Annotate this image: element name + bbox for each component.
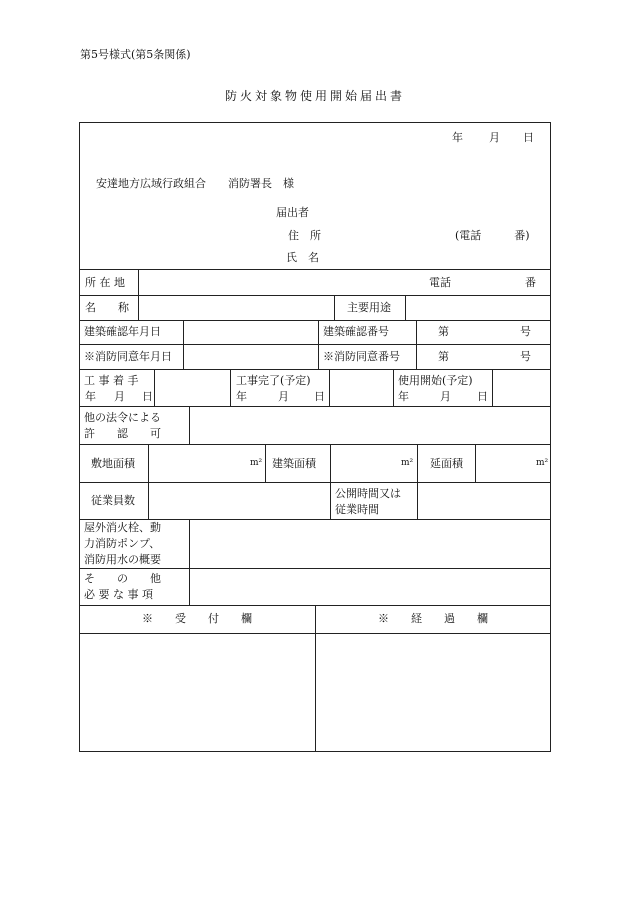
employees-label: 従業員数 <box>91 494 135 507</box>
month-label: 月 <box>489 131 500 144</box>
row-divider <box>79 369 551 370</box>
location-phone-suffix: 番 <box>525 276 536 289</box>
row-divider <box>79 482 551 483</box>
number-prefix: 第 <box>438 325 449 338</box>
use-start-label: 使用開始(予定) <box>398 374 473 387</box>
notifier-label: 届出者 <box>276 206 309 219</box>
location-label: 所 在 地 <box>85 276 125 289</box>
number-suffix: 号 <box>520 325 531 338</box>
column-divider <box>393 369 394 406</box>
floor-area-unit: m² <box>536 458 549 468</box>
year-label: 年 <box>452 131 463 144</box>
column-divider <box>417 444 418 519</box>
ymd-year-label: 年 <box>236 390 247 403</box>
hours-label-2: 従業時間 <box>335 503 379 516</box>
building-confirm-number-label: 建築確認番号 <box>323 325 389 338</box>
ymd-year-label: 年 <box>398 390 409 403</box>
phone-label: (電話 番) <box>455 229 530 242</box>
column-divider <box>315 605 316 752</box>
site-area-unit: m² <box>250 458 263 468</box>
day-label: 日 <box>523 131 534 144</box>
row-divider <box>79 519 551 520</box>
column-divider <box>318 320 319 369</box>
ymd-month-label: 月 <box>440 390 451 403</box>
fire-consent-number-label: ※消防同意番号 <box>323 350 400 363</box>
hydrant-label: 屋外消火栓、動 <box>84 521 161 534</box>
fire-consent-date-label: ※消防同意年月日 <box>84 350 172 363</box>
facility-name-label: 名 称 <box>85 301 129 314</box>
address-label: 住 所 <box>288 229 321 242</box>
column-divider <box>492 369 493 406</box>
construction-end-label: 工事完了(予定) <box>236 374 311 387</box>
building-area-label: 建築面積 <box>272 457 316 470</box>
name-label: 氏 名 <box>286 251 319 264</box>
column-divider <box>189 406 190 444</box>
row-divider <box>79 295 551 296</box>
column-divider <box>475 444 476 482</box>
site-area-label: 敷地面積 <box>91 457 135 470</box>
other-items-label: そ の 他 <box>84 572 161 585</box>
row-divider <box>79 444 551 445</box>
main-use-label: 主要用途 <box>347 301 391 314</box>
ymd-day-label: 日 <box>477 390 488 403</box>
ymd-day-label: 日 <box>314 390 325 403</box>
ymd-year-label: 年 <box>85 390 96 403</box>
column-divider <box>154 369 155 406</box>
column-divider <box>230 369 231 406</box>
ymd-day-label: 日 <box>142 390 153 403</box>
row-divider <box>79 344 551 345</box>
hydrant-label-2: 力消防ポンプ、 <box>84 537 161 550</box>
form-number: 第5号様式(第5条関係) <box>80 48 191 61</box>
floor-area-label: 延面積 <box>430 457 463 470</box>
column-divider <box>183 320 184 369</box>
other-permit-label: 他の法令による <box>84 411 161 424</box>
building-area-unit: m² <box>401 458 414 468</box>
column-divider <box>334 295 335 320</box>
column-divider <box>416 320 417 369</box>
row-divider <box>79 406 551 407</box>
column-divider <box>330 444 331 519</box>
number-suffix: 号 <box>520 350 531 363</box>
ymd-month-label: 月 <box>278 390 289 403</box>
other-items-label-2: 必 要 な 事 項 <box>84 588 153 601</box>
column-divider <box>189 519 190 605</box>
number-prefix: 第 <box>438 350 449 363</box>
hydrant-label-3: 消防用水の概要 <box>84 553 161 566</box>
other-permit-label-2: 許 認 可 <box>84 427 161 440</box>
progress-column-header: ※ 経 過 欄 <box>378 612 488 625</box>
document-title: 防火対象物使用開始届出書 <box>224 89 405 103</box>
row-divider <box>79 269 551 270</box>
column-divider <box>148 444 149 519</box>
building-confirm-date-label: 建築確認年月日 <box>84 325 161 338</box>
construction-start-label: 工 事 着 手 <box>84 374 139 387</box>
column-divider <box>265 444 266 482</box>
column-divider <box>405 295 406 320</box>
row-divider <box>79 568 551 569</box>
hours-label: 公開時間又は <box>335 487 401 500</box>
location-phone-label: 電話 <box>429 276 451 289</box>
row-divider <box>79 320 551 321</box>
column-divider <box>138 269 139 320</box>
reception-column-header: ※ 受 付 欄 <box>142 612 252 625</box>
addressee: 安達地方広域行政組合 消防署長 様 <box>96 177 294 190</box>
column-divider <box>329 369 330 406</box>
ymd-month-label: 月 <box>114 390 125 403</box>
